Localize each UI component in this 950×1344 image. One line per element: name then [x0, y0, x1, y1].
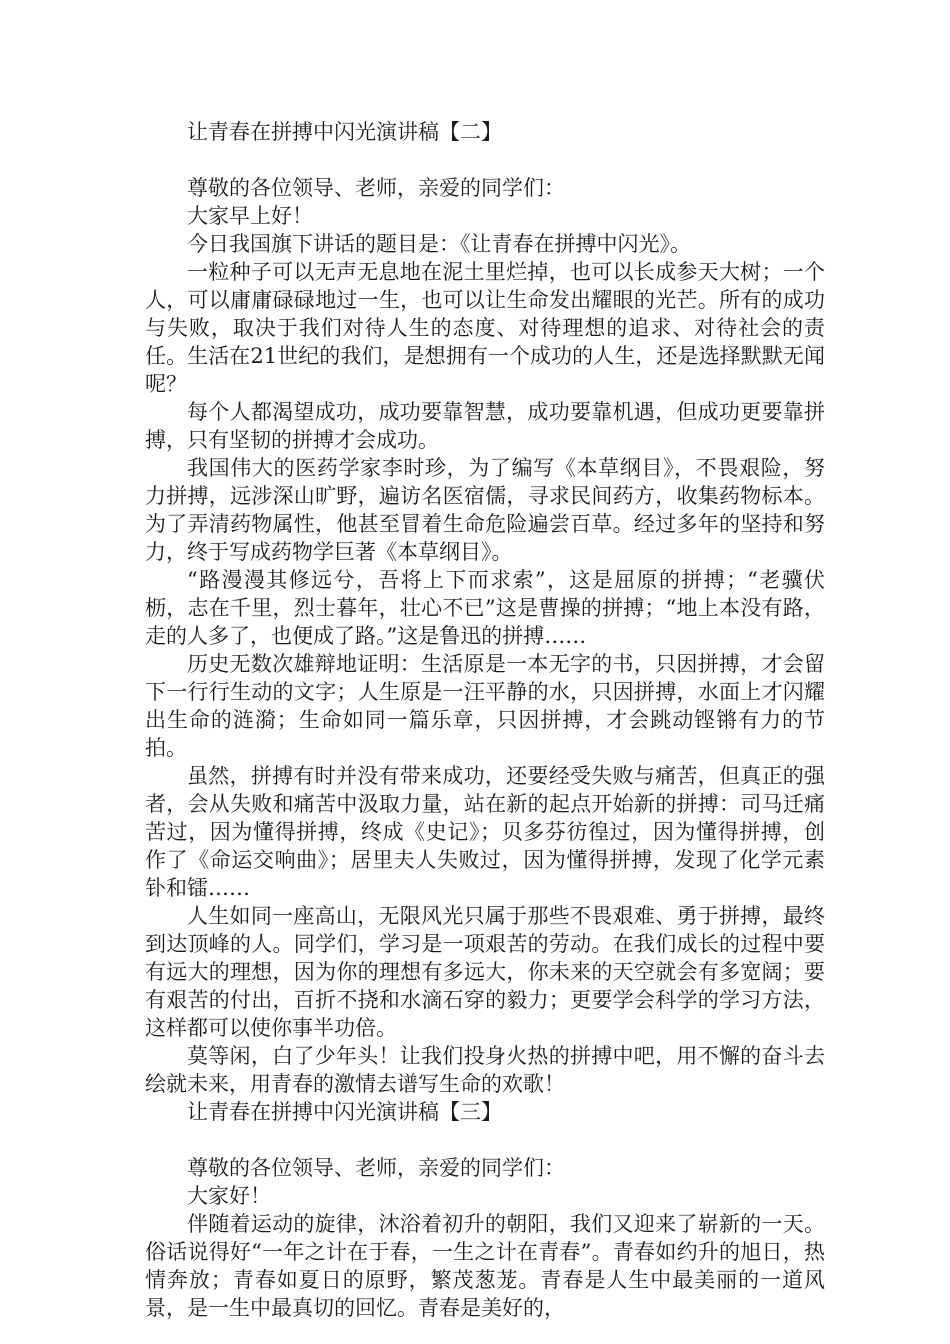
blank-line [145, 1126, 825, 1154]
document-page [145, 118, 825, 1322]
section-3-opening: 大家好！ [187, 1184, 271, 1208]
section-2-paragraph-6: 历史无数次雄辩地证明：生活原是一本无字的书，只因拼搏，才会留下一行行生动的文字；人生原是一汪平静的水，只因拼搏，水面上才闪耀出生命的涟漪；生命如同一篇乐章，只因拼搏，才会跳动铿锵有力的节拍。 [145, 652, 825, 760]
section-2-paragraph-1: 今日我国旗下讲话的题目是：《让青春在拼搏中闪光》。 [187, 232, 691, 256]
section-3-paragraph-1: 伴随着运动的旋律，沐浴着初升的朝阳，我们又迎来了崭新的一天。俗话说得好“一年之计在于春，一生之计在青春”。青春如约升的旭日，热情奔放；青春如夏日的原野，繁茂葱茏。青春是人生中最美丽的一道风景，是一生中最真切的回忆。青春是美好的， [145, 1212, 825, 1320]
section-2-paragraph-9: 莫等闲，白了少年头！让我们投身火热的拼搏中吧，用不懈的奋斗去绘就未来，用青春的激情去谱写生命的欢歌！ [145, 1044, 825, 1096]
section-2-title: 让青春在拼搏中闪光演讲稿【二】 [187, 120, 502, 144]
section-2-paragraph-7: 虽然，拼搏有时并没有带来成功，还要经受失败与痛苦，但真正的强者，会从失败和痛苦中汲取力量，站在新的起点开始新的拼搏：司马迁痛苦过，因为懂得拼搏，终成《史记》；贝多芬彷徨过，因为懂得拼搏，创作了《命运交响曲》；居里夫人失败过，因为懂得拼搏，发现了化学元素钋和镭…… [145, 764, 825, 900]
section-2-paragraph-2: 一粒种子可以无声无息地在泥土里烂掉，也可以长成参天大树；一个人，可以庸庸碌碌地过一生，也可以让生命发出耀眼的光芒。所有的成功与失败，取决于我们对待人生的态度、对待理想的追求、对待社会的责任。生活在21世纪的我们，是想拥有一个成功的人生，还是选择默默无闻呢？ [145, 260, 825, 396]
section-2-paragraph-4: 我国伟大的医药学家李时珍，为了编写《本草纲目》，不畏艰险，努力拼搏，远涉深山旷野，遍访名医宿儒，寻求民间药方，收集药物标本。为了弄清药物属性，他甚至冒着生命危险遍尝百草。经过多年的坚持和努力，终于写成药物学巨著《本草纲目》。 [145, 456, 825, 564]
section-3-greeting: 尊敬的各位领导、老师，亲爱的同学们： [187, 1156, 565, 1180]
section-3-title: 让青春在拼搏中闪光演讲稿【三】 [187, 1100, 502, 1124]
section-2-greeting: 尊敬的各位领导、老师，亲爱的同学们： [187, 176, 565, 200]
blank-line [145, 146, 825, 174]
section-2-opening: 大家早上好！ [187, 204, 313, 228]
section-2-paragraph-8: 人生如同一座高山，无限风光只属于那些不畏艰难、勇于拼搏，最终到达顶峰的人。同学们，学习是一项艰苦的劳动。在我们成长的过程中要有远大的理想，因为你的理想有多远大，你未来的天空就会有多宽阔；要有艰苦的付出，百折不挠和水滴石穿的毅力；更要学会科学的学习方法，这样都可以使你事半功倍。 [145, 904, 825, 1040]
section-2-paragraph-3: 每个人都渴望成功，成功要靠智慧，成功要靠机遇，但成功更要靠拼搏，只有坚韧的拼搏才会成功。 [145, 400, 825, 452]
section-2-paragraph-5: “路漫漫其修远兮，吾将上下而求索”，这是屈原的拼搏；“老骥伏枥，志在千里，烈士暮年，壮心不已”这是曹操的拼搏；“地上本没有路，走的人多了，也便成了路。”这是鲁迅的拼搏…… [145, 568, 825, 648]
